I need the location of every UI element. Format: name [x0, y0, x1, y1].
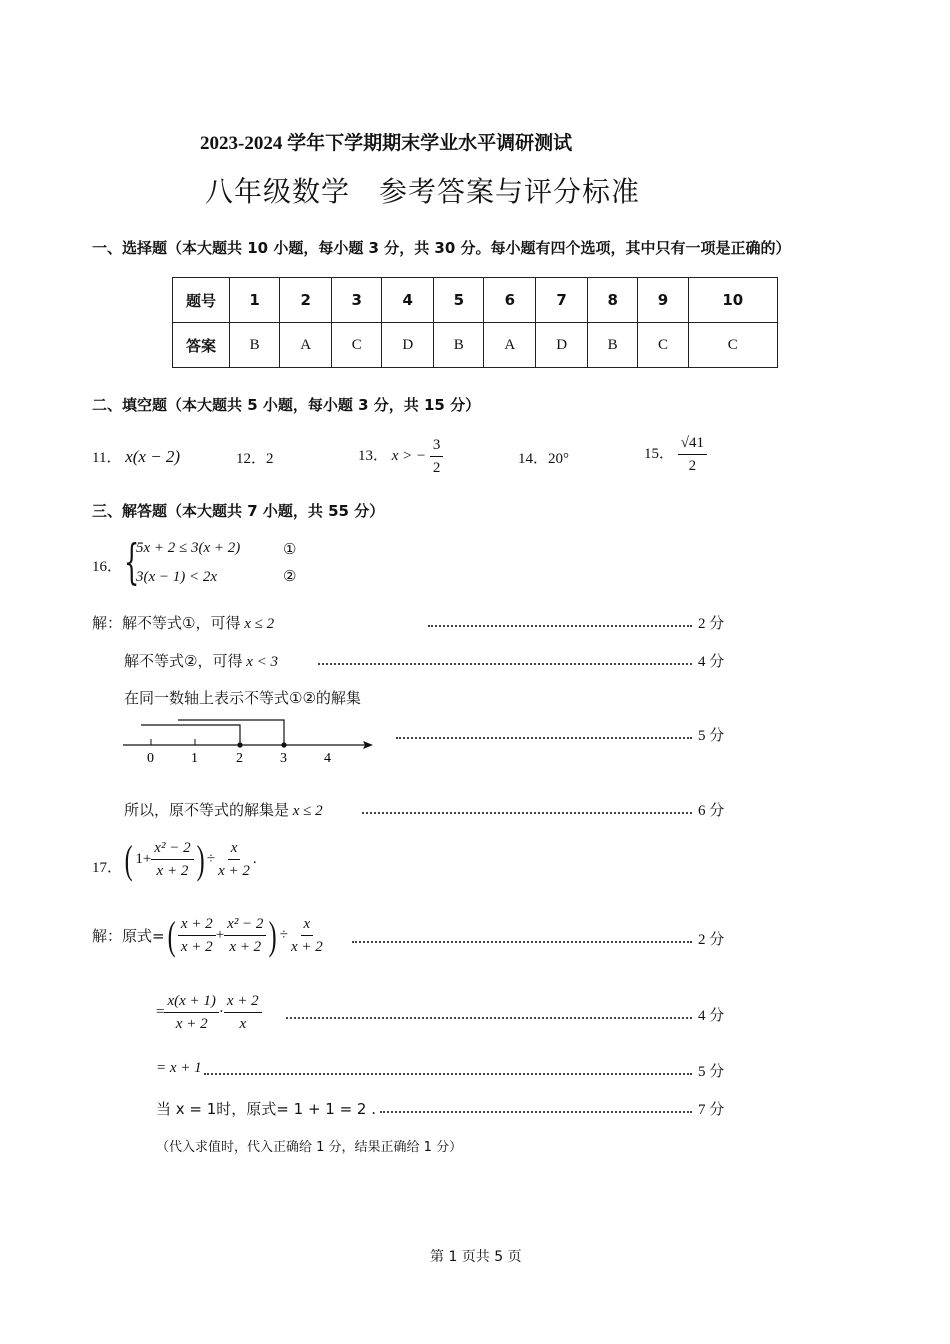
score [698, 1098, 724, 1119]
solution-text: 所以，原不等式的解集是 [124, 801, 290, 819]
solution-line-3: 在同一数轴上表示不等式①②的解集 [124, 689, 361, 707]
tick-label: 1 [191, 751, 198, 766]
q17-step-2 [156, 990, 262, 1035]
question-number: 9 [638, 278, 688, 323]
paren-left: ( [124, 837, 133, 882]
score [698, 612, 724, 633]
plus-sign: + [215, 926, 225, 943]
fraction-denominator: x [239, 1016, 247, 1032]
score-unit: 分 [709, 1062, 725, 1080]
answer-cell: C [688, 323, 777, 368]
answer-11-label: 11． [92, 450, 122, 466]
fraction-denominator: 2 [688, 458, 697, 474]
row-label: 答案 [173, 323, 230, 368]
tick-label: 2 [236, 751, 243, 766]
divide-sign: ÷ [279, 926, 288, 943]
solution-text: 解不等式①，可得 [122, 614, 241, 632]
fraction-numerator: x² − 2 [151, 837, 193, 860]
tick-label: 4 [324, 751, 331, 766]
answer-15 [644, 432, 707, 477]
answer-cell: D [382, 323, 434, 368]
page-footer: 第 1 页共 5 页 [430, 1249, 522, 1265]
question-number: 7 [536, 278, 588, 323]
answer-cell: B [434, 323, 484, 368]
solution-text: 解不等式②，可得 [124, 652, 243, 670]
solution-prefix: 解：原式= [92, 927, 165, 945]
solution-range-2 [178, 720, 284, 745]
solution-line-1 [92, 612, 274, 633]
row-label: 题号 [173, 278, 230, 323]
q17-step-1 [92, 912, 326, 959]
table-row-answers [173, 323, 778, 368]
score-unit: 分 [709, 1006, 725, 1024]
fraction-denominator: x + 2 [175, 1016, 208, 1032]
solution-math: x < 3 [246, 654, 278, 670]
score [698, 724, 724, 745]
question-number: 2 [280, 278, 332, 323]
answer-table [172, 277, 778, 368]
fraction-denominator: 2 [432, 460, 441, 476]
question-number: 6 [484, 278, 536, 323]
score [698, 928, 724, 949]
fraction-numerator: x [301, 913, 314, 936]
q17-step-4: 当 x = 1时，原式= 1 + 1 = 2 . [156, 1100, 377, 1118]
answer-15-label: 15． [644, 445, 675, 462]
score [698, 799, 724, 820]
question-17-label: 17． [92, 860, 123, 876]
answer-cell: B [230, 323, 280, 368]
score-value: 4 [698, 1008, 706, 1024]
exam-subtitle: 八年级数学 参考答案与评分标准 [205, 175, 641, 208]
fraction-denominator: x + 2 [291, 939, 323, 955]
equals-sign: = [156, 1003, 165, 1020]
score-unit: 分 [709, 652, 725, 670]
section-2-title: 二、填空题（本大题共 5 小题，每小题 3 分，共 15 分） [92, 396, 481, 414]
score [698, 650, 724, 671]
fraction-numerator: x + 2 [224, 990, 262, 1013]
number-line [118, 712, 380, 770]
step-fraction [178, 913, 216, 958]
leader-dots [396, 737, 692, 739]
brace-icon: { [124, 534, 140, 590]
fraction-numerator: x(x + 1) [164, 990, 218, 1013]
fraction-denominator: x + 2 [218, 863, 250, 879]
expr-fraction [151, 837, 193, 882]
inequality-2-mark: ② [283, 569, 297, 585]
answer-cell: C [638, 323, 688, 368]
step-fraction [164, 990, 218, 1035]
leader-dots [318, 663, 692, 665]
fraction-denominator: x + 2 [229, 939, 262, 955]
score-value: 2 [698, 616, 706, 632]
score-unit: 分 [709, 614, 725, 632]
score-unit: 分 [709, 726, 725, 744]
answer-cell: A [280, 323, 332, 368]
score-value: 5 [698, 1064, 706, 1080]
section-3-title: 三、解答题（本大题共 7 小题，共 55 分） [92, 502, 385, 520]
question-number: 3 [332, 278, 382, 323]
paren-right: ) [269, 913, 278, 958]
score-unit: 分 [709, 801, 725, 819]
paren-right: ) [196, 837, 205, 882]
leader-dots [428, 625, 692, 627]
expr-one: 1+ [135, 850, 152, 867]
answer-cell: B [588, 323, 638, 368]
answer-cell: A [484, 323, 536, 368]
question-17-expression [122, 836, 257, 883]
tick-label: 0 [147, 751, 154, 766]
score-value: 2 [698, 932, 706, 948]
scoring-note: （代入求值时，代入正确给 1 分，结果正确给 1 分） [156, 1140, 463, 1155]
fraction-denominator: x + 2 [180, 939, 213, 955]
inequality-1: 5x + 2 ≤ 3(x + 2) [136, 540, 241, 556]
fraction-numerator: x + 2 [178, 913, 216, 936]
score-value: 4 [698, 654, 706, 670]
question-number: 1 [230, 278, 280, 323]
table-row-numbers [173, 278, 778, 323]
score-value: 7 [698, 1102, 706, 1118]
divide-sign: ÷ [206, 850, 216, 867]
q17-step-3: = x + 1 [156, 1060, 202, 1076]
inequality-1-mark: ① [283, 542, 297, 558]
expr-fraction [215, 837, 253, 882]
score [698, 1004, 724, 1025]
question-number: 10 [688, 278, 777, 323]
solution-line-2 [124, 650, 278, 671]
score-value: 6 [698, 803, 706, 819]
leader-dots [380, 1111, 692, 1113]
step-fraction [224, 913, 266, 958]
inequality-2: 3(x − 1) < 2x [136, 569, 218, 585]
answer-13-label: 13． [358, 447, 389, 464]
solution-math: x ≤ 2 [244, 616, 275, 632]
fraction-numerator: x² − 2 [224, 913, 266, 936]
tick-label: 3 [280, 751, 287, 766]
score-unit: 分 [709, 930, 725, 948]
solution-range-1 [141, 725, 240, 745]
question-number: 8 [588, 278, 638, 323]
question-16-label: 16． [92, 559, 123, 575]
answer-cell: D [536, 323, 588, 368]
solution-math: x ≤ 2 [292, 803, 323, 819]
answer-11-value: x(x − 2) [125, 447, 181, 466]
fraction-numerator: 3 [430, 434, 444, 457]
answer-13-fraction [430, 434, 444, 479]
answer-15-fraction [678, 432, 707, 477]
question-number: 4 [382, 278, 434, 323]
fraction-numerator: x [228, 837, 241, 860]
step-fraction [224, 990, 262, 1035]
step-fraction [288, 913, 326, 958]
times-dot: · [218, 1003, 224, 1020]
fraction-numerator: √41 [678, 432, 707, 455]
period: . [252, 850, 257, 867]
leader-dots [204, 1073, 692, 1075]
score-value: 5 [698, 728, 706, 744]
fraction-denominator: x + 2 [156, 863, 189, 879]
answer-13-prefix: x > − [391, 447, 427, 464]
leader-dots [286, 1017, 692, 1019]
leader-dots [362, 812, 692, 814]
solution-line-4 [124, 799, 323, 820]
answer-11 [92, 446, 180, 467]
answer-cell: C [332, 323, 382, 368]
answer-12: 12．2 [236, 451, 274, 467]
score-unit: 分 [709, 1100, 725, 1118]
leader-dots [352, 941, 692, 943]
answer-14: 14．20° [518, 451, 569, 467]
section-1-title: 一、选择题（本大题共 10 小题，每小题 3 分，共 30 分。每小题有四个选项，其中只有一项是正确的） [92, 239, 791, 257]
score [698, 1060, 724, 1081]
exam-title: 2023-2024 学年下学期期末学业水平调研测试 [200, 133, 573, 154]
answer-13 [358, 434, 443, 479]
solution-prefix: 解： [92, 616, 123, 632]
paren-left: ( [167, 913, 176, 958]
question-number: 5 [434, 278, 484, 323]
